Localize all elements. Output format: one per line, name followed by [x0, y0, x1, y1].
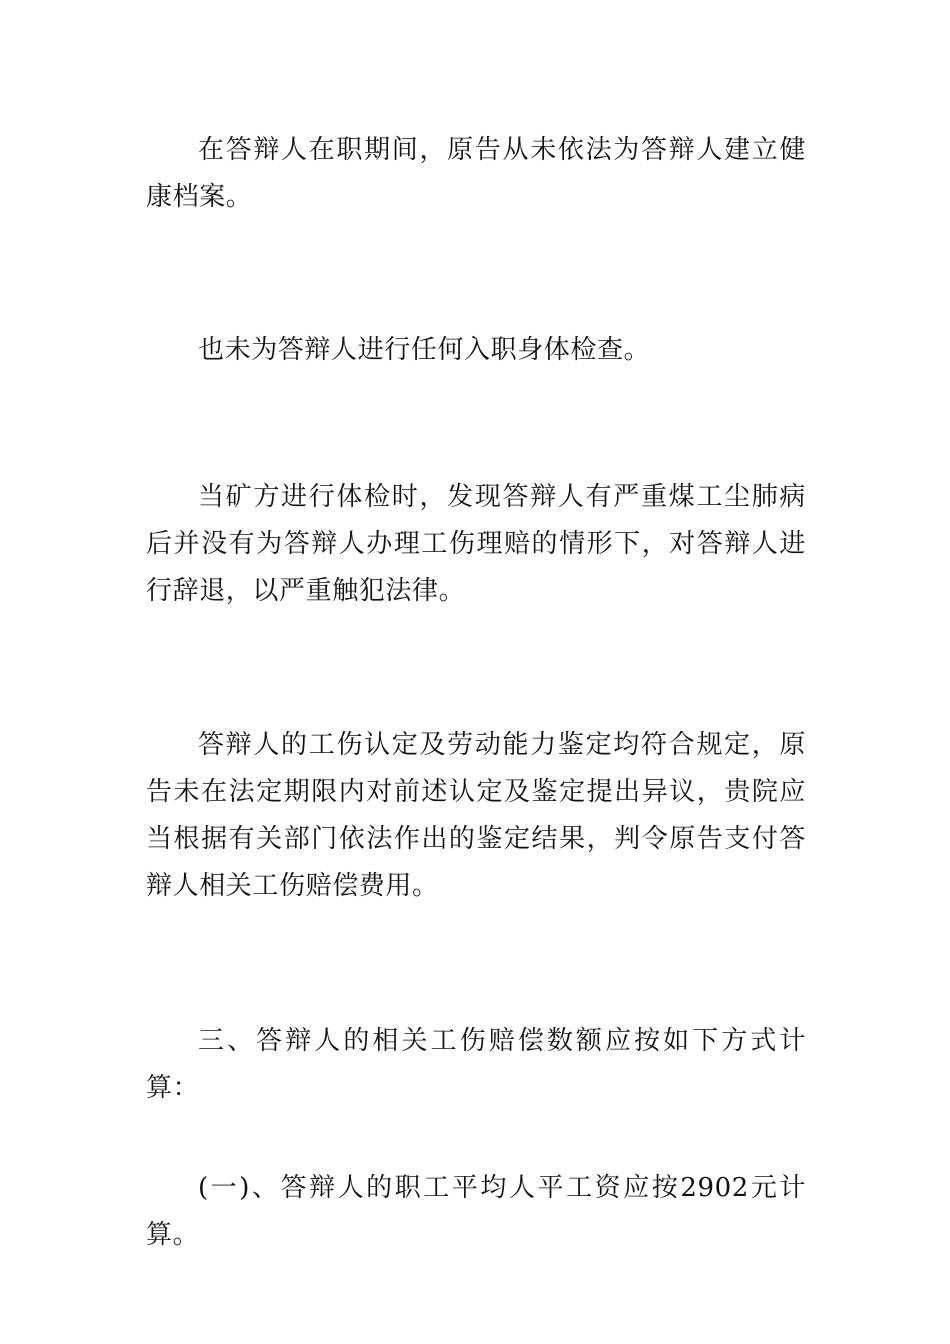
- paragraph-average-wage: (一)、答辩人的职工平均人平工资应按2902元计算。: [146, 1173, 806, 1250]
- paragraph-no-physical-exam: 也未为答辩人进行任何入职身体检查。: [198, 335, 651, 365]
- paragraph-dismissal: 当矿方进行体检时，发现答辩人有严重煤工尘肺病后并没有为答辩人办理工伤理赔的情形下，对答辩人进行辞退，以严重触犯法律。: [146, 482, 806, 606]
- paragraph-injury-determination: 答辩人的工伤认定及劳动能力鉴定均符合规定，原告未在法定期限内对前述认定及鉴定提出异议，贵院应当根据有关部门依法作出的鉴定结果，判令原告支付答辩人相关工伤赔偿费用。: [146, 730, 806, 901]
- section-heading-compensation: 三、答辩人的相关工伤赔偿数额应按如下方式计算：: [146, 1026, 806, 1103]
- paragraph-health-records: 在答辩人在职期间，原告从未依法为答辩人建立健康档案。: [146, 135, 806, 212]
